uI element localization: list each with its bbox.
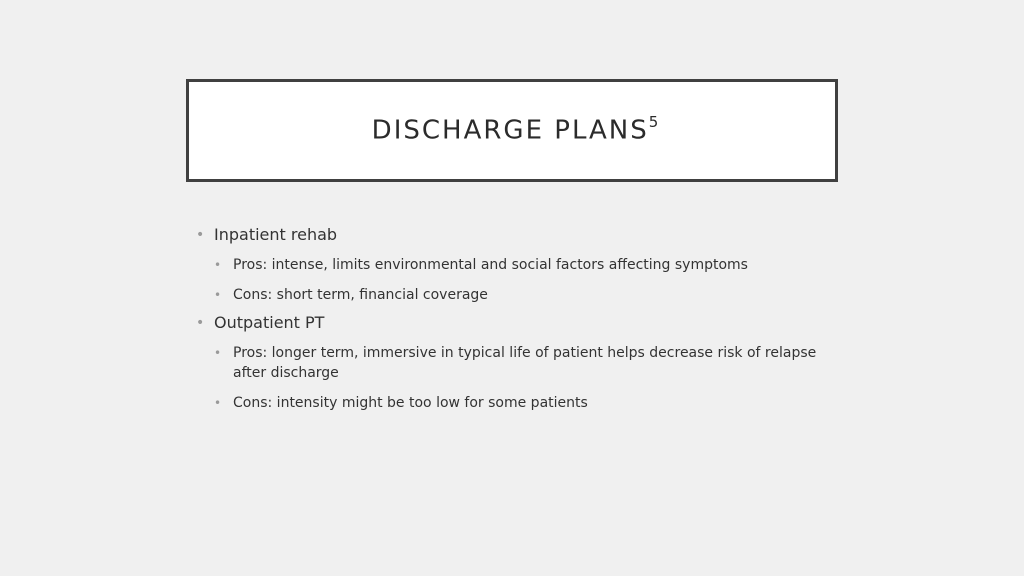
slide-title [366, 115, 659, 146]
bullet-text: Outpatient PT [214, 313, 325, 332]
sub-bullet-pros [214, 255, 836, 275]
title-superscript: 5 [648, 113, 659, 132]
sub-bullet-list [214, 343, 836, 413]
bullet-text: Inpatient rehab [214, 225, 338, 244]
bullet-inpatient-rehab [196, 224, 836, 305]
sub-bullet-text: Cons: short term, financial coverage [233, 287, 488, 303]
sub-bullet-text: Cons: intensity might be too low for some patients [233, 395, 588, 411]
bullet-list [196, 224, 836, 413]
bullet-dot-icon: • [196, 315, 205, 331]
sub-bullet-dot-icon: • [214, 288, 222, 302]
sub-bullet-text: Pros: intense, limits environmental and social factors affecting symptoms [233, 257, 748, 273]
sub-bullet-list [214, 255, 836, 305]
slide-title-text: DISCHARGE PLANS [371, 115, 649, 146]
sub-bullet-dot-icon: • [214, 346, 222, 360]
bullet-outpatient-pt [196, 312, 836, 413]
sub-bullet-dot-icon: • [214, 396, 222, 410]
sub-bullet-pros [214, 343, 836, 383]
sub-bullet-text: Pros: longer term, immersive in typical life of patient helps decrease risk of relapse after discharge [233, 345, 817, 381]
bullet-dot-icon: • [196, 227, 205, 243]
sub-bullet-cons [214, 393, 836, 413]
sub-bullet-dot-icon: • [214, 258, 222, 272]
sub-bullet-cons [214, 285, 836, 305]
title-box [186, 79, 838, 182]
